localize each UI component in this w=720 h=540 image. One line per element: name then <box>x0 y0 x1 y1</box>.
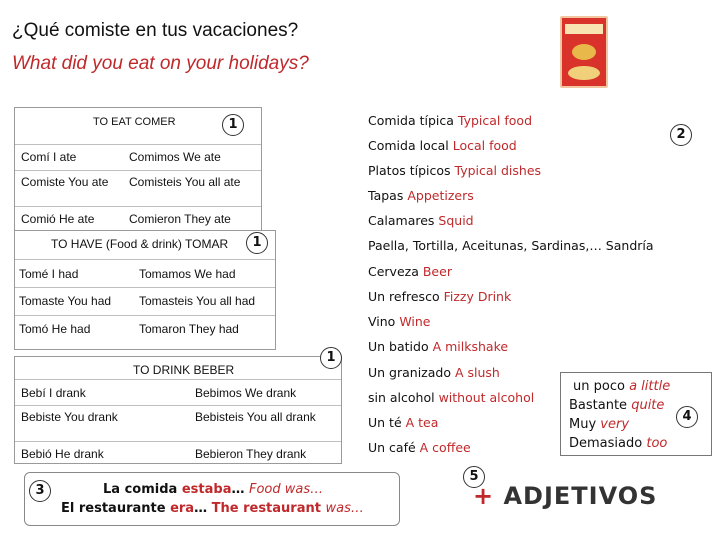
quantifier-es: un poco <box>573 379 625 394</box>
vocab-item <box>368 339 508 354</box>
vocab-es: Calamares <box>368 213 435 228</box>
table-drink-heading: TO DRINK BEBER <box>133 363 235 377</box>
vocab-es: Un granizado <box>368 365 451 380</box>
vocab-item <box>368 138 517 153</box>
vocab-en: Appetizers <box>407 188 474 203</box>
vocab-en: Fizzy Drink <box>443 289 512 304</box>
cell-left: Bebí I drank <box>21 386 86 400</box>
vocab-en: A tea <box>405 415 439 430</box>
vocab-es: Comida local <box>368 138 449 153</box>
table-have <box>14 230 276 350</box>
vocab-item <box>368 163 541 178</box>
cell-right: Bebieron They drank <box>195 447 307 461</box>
vocab-item <box>368 264 452 279</box>
vocab-en: Wine <box>399 314 431 329</box>
cell-left: Bebiste You drank <box>21 410 118 424</box>
vocab-en: Local food <box>452 138 517 153</box>
table-row <box>15 144 261 170</box>
cell-left: Comiste You ate <box>21 175 109 189</box>
sentence-box <box>24 472 400 526</box>
cell-left: Tomó He had <box>19 322 91 336</box>
header <box>0 0 720 100</box>
cell-right: Bebisteis You all drank <box>195 410 316 424</box>
vocab-item <box>368 113 532 128</box>
cell-right: Comimos We ate <box>129 150 221 164</box>
cell-left: Tomaste You had <box>19 294 112 308</box>
quantifier-en: too <box>646 436 668 451</box>
cell-right: Tomaron They had <box>139 322 239 336</box>
table-row <box>15 170 261 206</box>
quantifier-en: very <box>600 417 630 432</box>
vocab-en: A slush <box>454 365 500 380</box>
quantifier-item <box>569 398 664 413</box>
quantifier-en: a little <box>629 379 671 394</box>
table-eat-heading: TO EAT COMER <box>93 116 176 128</box>
badge-3-sentences: 3 <box>29 480 51 502</box>
vocab-es: Un refresco <box>368 289 440 304</box>
vocab-es: Un té <box>368 415 402 430</box>
quantifier-item <box>573 379 670 394</box>
title-spanish: ¿Qué comiste en tus vacaciones? <box>12 20 299 41</box>
quantifier-item <box>569 436 667 451</box>
sentence-text: El restaurante <box>61 501 166 516</box>
cell-right: Bebimos We drank <box>195 386 297 400</box>
vocab-es: Platos típicos <box>368 163 451 178</box>
vocab-item <box>368 440 471 455</box>
vocab-en: Squid <box>438 213 474 228</box>
table-row <box>15 287 275 315</box>
vocab-es: Cerveza <box>368 264 419 279</box>
cell-right: Comisteis You all ate <box>129 175 241 189</box>
sentence-translation: The restaurant <box>211 501 321 516</box>
vocab-es: Paella, Tortilla, Aceitunas, Sardinas,… Sandría <box>368 238 654 253</box>
sentence-line-1 <box>103 482 323 497</box>
vocab-es: Vino <box>368 314 396 329</box>
book-band <box>565 24 603 34</box>
vocab-item <box>368 188 474 203</box>
table-row <box>15 259 275 287</box>
cell-left: Tomé I had <box>19 267 79 281</box>
cell-left: Bebió He drank <box>21 447 104 461</box>
badge-1-have: 1 <box>246 232 268 254</box>
vocab-item <box>368 314 430 329</box>
plus-sign: + <box>473 482 495 510</box>
badge-1-eat: 1 <box>222 114 244 136</box>
table-have-heading: TO HAVE (Food & drink) TOMAR <box>51 237 229 251</box>
sentence-verb: era <box>170 501 195 516</box>
cell-left: Comí I ate <box>21 150 77 164</box>
adjectives-text: ADJETIVOS <box>503 482 658 510</box>
quantifier-es: Muy <box>569 417 597 432</box>
sentence-ellipsis: … <box>194 501 208 516</box>
vocab-es: Un batido <box>368 339 429 354</box>
vocab-es: sin alcohol <box>368 390 435 405</box>
badge-1-drink: 1 <box>320 347 342 369</box>
vocab-item <box>368 415 438 430</box>
title-english: What did you eat on your holidays? <box>12 53 309 74</box>
book-plate-2 <box>568 66 600 80</box>
cell-right: Tomasteis You all had <box>139 294 256 308</box>
vocab-es: Tapas <box>368 188 404 203</box>
cell-left: Comió He ate <box>21 212 95 226</box>
table-row <box>15 206 261 232</box>
table-drink <box>14 356 342 464</box>
vocab-en: A milkshake <box>432 339 509 354</box>
cell-right: Comieron They ate <box>129 212 231 226</box>
cell-right: Tomamos We had <box>139 267 236 281</box>
quantifier-es: Demasiado <box>569 436 643 451</box>
badge-5-adjectives: 5 <box>463 466 485 488</box>
sentence-ellipsis: … <box>231 482 245 497</box>
badge-4-quantifiers: 4 <box>676 406 698 428</box>
badge-2-vocab: 2 <box>670 124 692 146</box>
quantifier-item <box>569 417 629 432</box>
quantifier-es: Bastante <box>569 398 628 413</box>
sentence-verb: estaba <box>181 482 232 497</box>
vocab-item <box>368 213 474 228</box>
vocab-en: without alcohol <box>438 390 535 405</box>
table-row <box>15 441 341 465</box>
vocab-es: Un café <box>368 440 416 455</box>
vocab-en: Typical food <box>457 113 533 128</box>
table-row <box>15 405 341 441</box>
vocab-item <box>368 289 511 304</box>
vocab-item <box>368 390 534 405</box>
vocab-item <box>368 365 500 380</box>
vocab-en: Typical dishes <box>454 163 542 178</box>
sentence-translation: Food was… <box>249 482 324 497</box>
recipe-book-image <box>560 16 608 88</box>
sentence-translation-end: was… <box>325 501 364 516</box>
vocab-item <box>368 238 654 253</box>
book-plate <box>572 44 596 60</box>
table-row <box>15 315 275 351</box>
sentence-text: La comida <box>103 482 178 497</box>
table-row <box>15 379 341 405</box>
quantifier-en: quite <box>631 398 665 413</box>
vocab-en: A coffee <box>419 440 471 455</box>
adjectives-label <box>473 482 657 510</box>
vocab-en: Beer <box>422 264 452 279</box>
sentence-line-2 <box>61 501 364 516</box>
vocab-es: Comida típica <box>368 113 454 128</box>
